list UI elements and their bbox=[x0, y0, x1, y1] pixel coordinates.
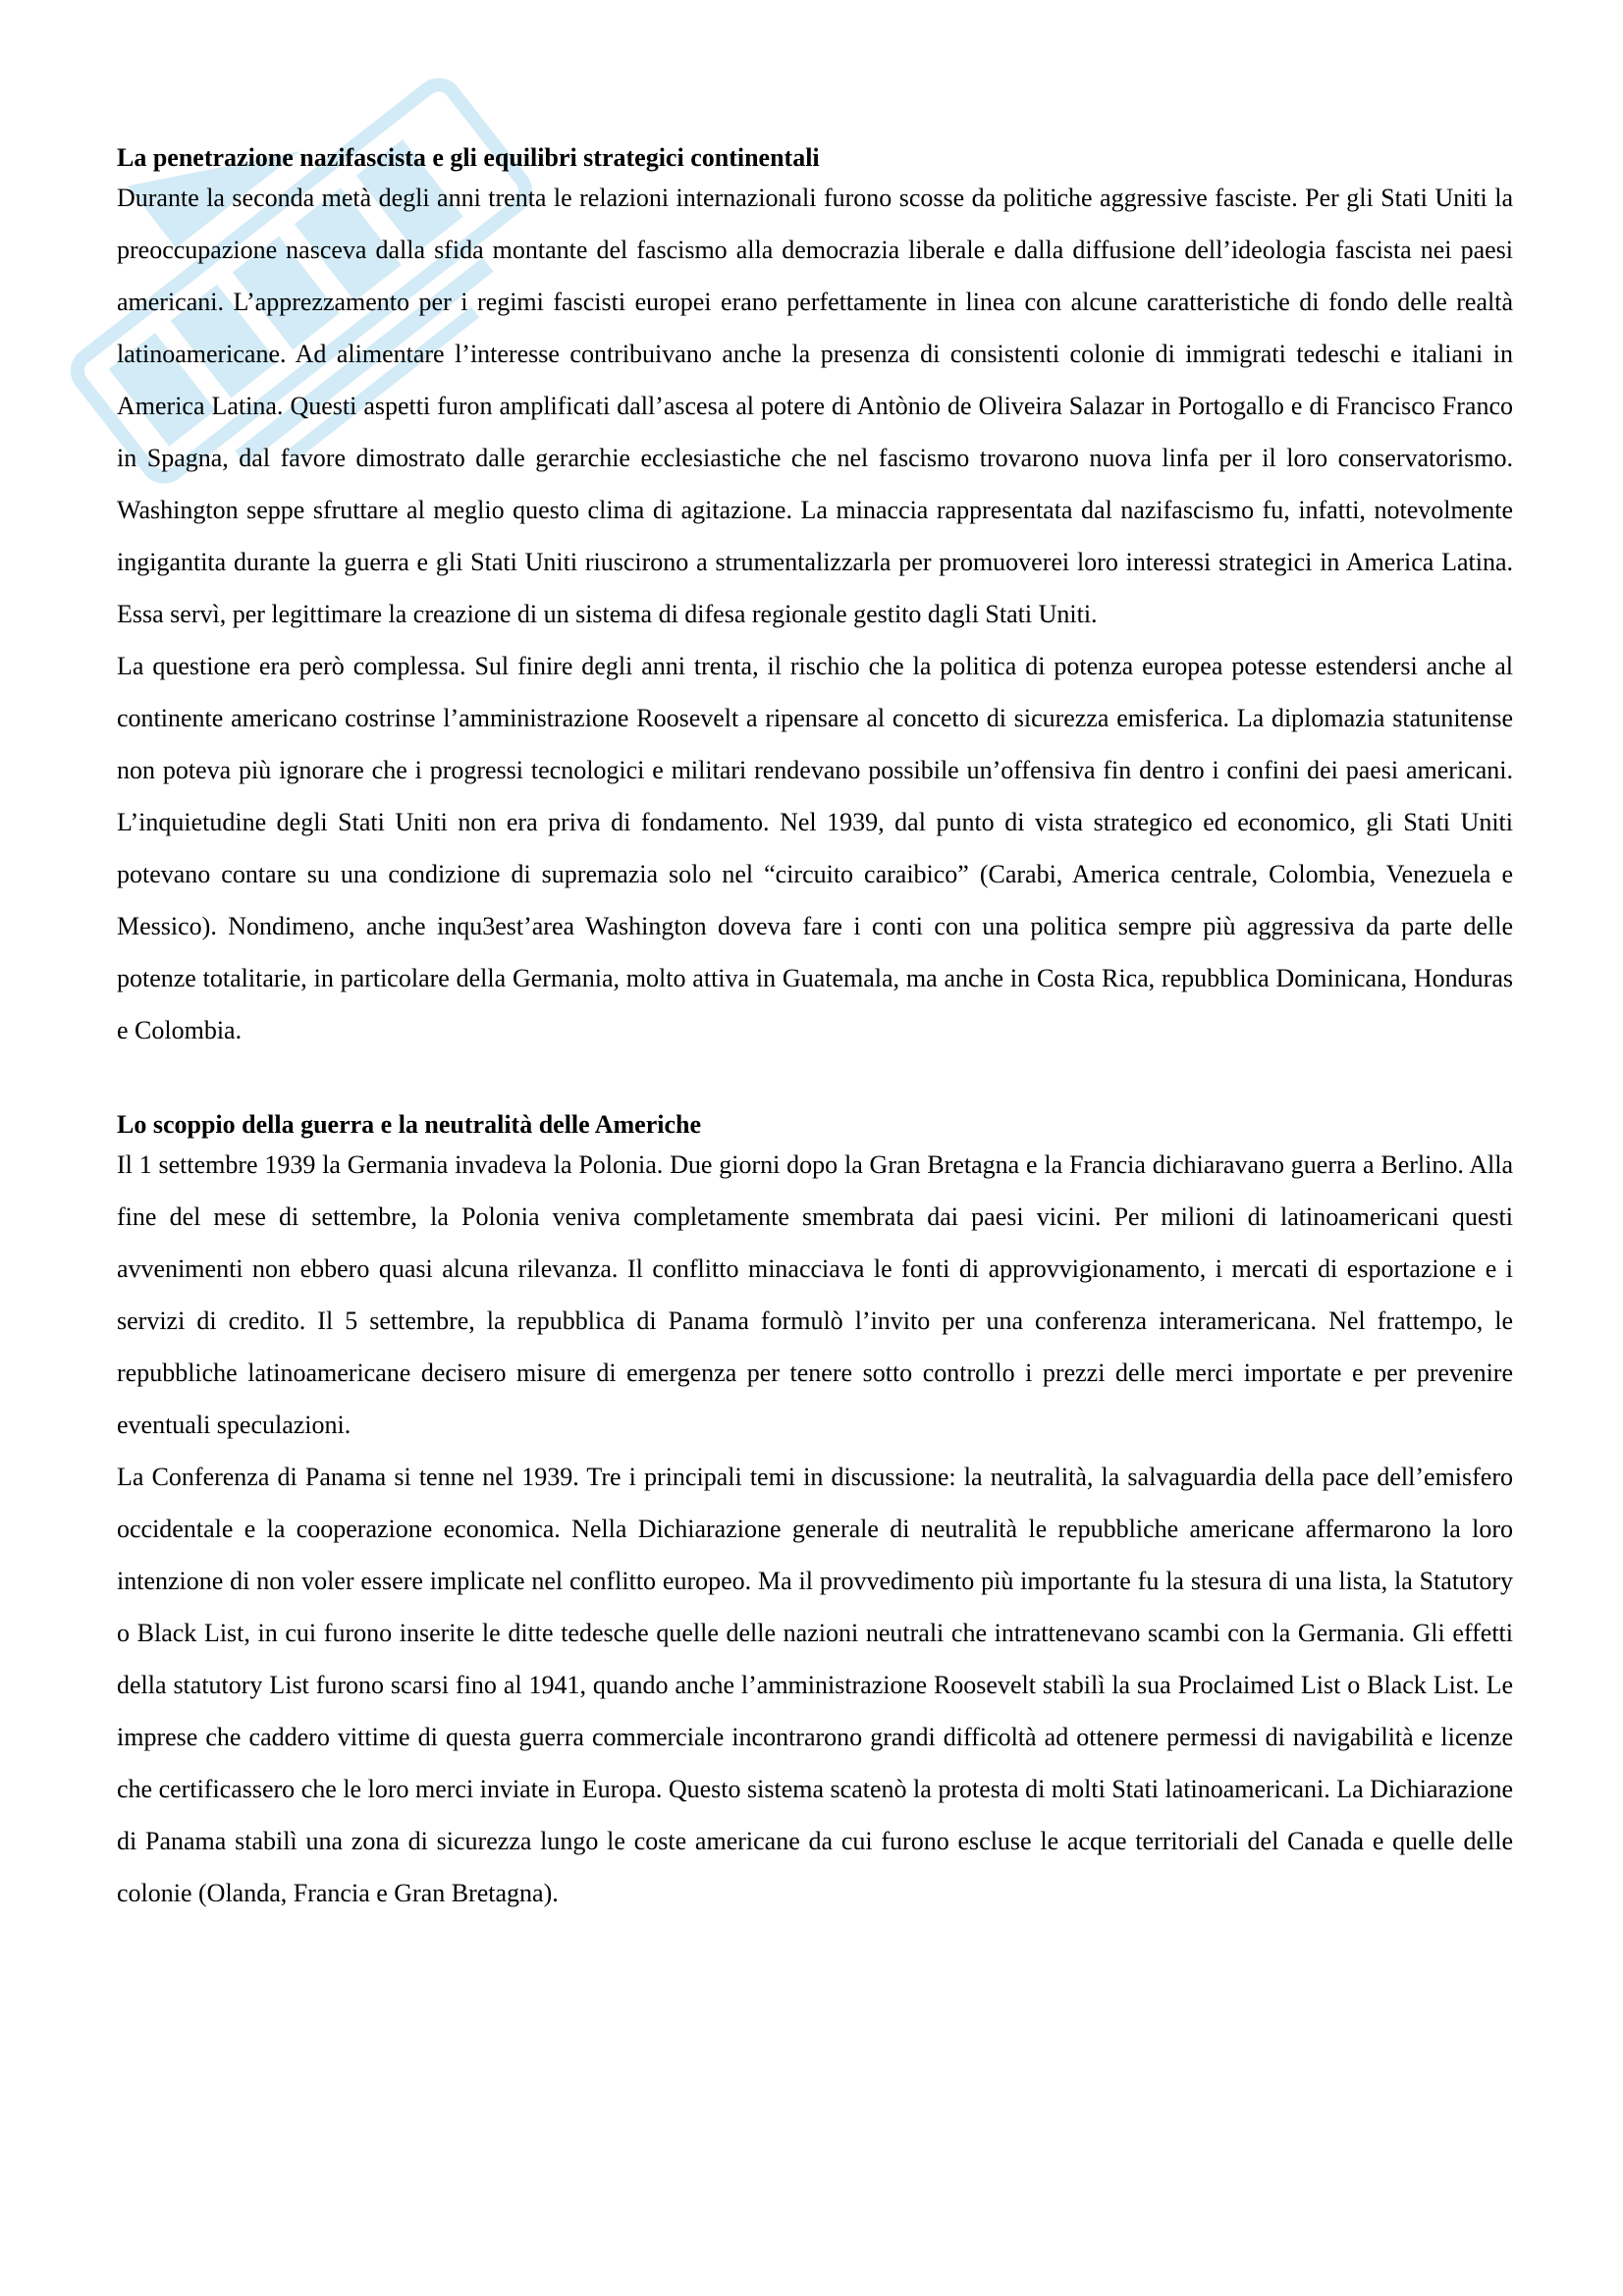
section-1 bbox=[117, 141, 1513, 1056]
paragraph: La Conferenza di Panama si tenne nel 1939. Tre i principali temi in discussione: la neutralità, la salvaguardia della pace dell’emisfero occidentale e la cooperazione economica. Nella Dichiarazione generale di neutralità le repubbliche americane affermarono la loro intenzione di non voler essere implicate nel conflitto europeo. Ma il provvedimento più importante fu la stesura di una lista, la Statutory o Black List, in cui furono inserite le ditte tedesche quelle delle nazioni neutrali che intrattenevano scambi con la Germania. Gli effetti della statutory List furono scarsi fino al 1941, quando anche l’amministrazione Roosevelt stabilì la sua Proclaimed List o Black List. Le imprese che caddero vittime di questa guerra commerciale incontrarono grandi difficoltà ad ottenere permessi di navigabilità e licenze che certificassero che le loro merci inviate in Europa. Questo sistema scatenò la protesta di molti Stati latinoamericani. La Dichiarazione di Panama stabilì una zona di sicurezza lungo le coste americane da cui furono escluse le acque territoriali del Canada e quelle delle colonie (Olanda, Francia e Gran Bretagna). bbox=[117, 1463, 1513, 1907]
paragraph: Durante la seconda metà degli anni trenta le relazioni internazionali furono scosse da politiche aggressive fasciste. Per gli Stati Uniti la preoccupazione nasceva dalla sfida montante del fascismo alla democrazia liberale e dalla diffusione dell’ideologia fascista nei paesi americani. L’apprezzamento per i regimi fascisti europei erano perfettamente in linea con alcune caratteristiche di fondo delle realtà latinoamericane. Ad alimentare l’interesse contribuivano anche la presenza di consistenti colonie di immigrati tedeschi e italiani in America Latina. Questi aspetti furon amplificati dall’ascesa al potere di Antònio de Oliveira Salazar in Portogallo e di Francisco Franco in Spagna, dal favore dimostrato dalle gerarchie ecclesiastiche che nel fascismo trovarono nuova linfa per il loro conservatorismo. Washington seppe sfruttare al meglio questo clima di agitazione. La minaccia rappresentata dal nazifascismo fu, infatti, notevolmente ingigantita durante la guerra e gli Stati Uniti riuscirono a strumentalizzarla per promuoverei loro interessi strategici in America Latina. Essa servì, per legittimare la creazione di un sistema di difesa regionale gestito dagli Stati Uniti. bbox=[117, 184, 1513, 628]
section-heading: Lo scoppio della guerra e la neutralità delle Americhe bbox=[117, 1110, 702, 1139]
section-2 bbox=[117, 1108, 1513, 1919]
document-body bbox=[117, 141, 1513, 1919]
paragraph: La questione era però complessa. Sul finire degli anni trenta, il rischio che la politica di potenza europea potesse estendersi anche al continente americano costrinse l’amministrazione Roosevelt a ripensare al concetto di sicurezza emisferica. La diplomazia statunitense non poteva più ignorare che i progressi tecnologici e militari rendevano possibile un’offensiva fin dentro i confini dei paesi americani. L’inquietudine degli Stati Uniti non era priva di fondamento. Nel 1939, dal punto di vista strategico ed economico, gli Stati Uniti potevano contare su una condizione di supremazia solo nel “circuito caraibico” (Carabi, America centrale, Colombia, Venezuela e Messico). Nondimeno, anche inqu3est’area Washington doveva fare i conti con una politica sempre più aggressiva da parte delle potenze totalitarie, in particolare della Germania, molto attiva in Guatemala, ma anche in Costa Rica, repubblica Dominicana, Honduras e Colombia. bbox=[117, 652, 1513, 1044]
paragraph: Il 1 settembre 1939 la Germania invadeva la Polonia. Due giorni dopo la Gran Bretagna e la Francia dichiaravano guerra a Berlino. Alla fine del mese di settembre, la Polonia veniva completamente smembrata dai paesi vicini. Per milioni di latinoamericani questi avvenimenti non ebbero quasi alcuna rilevanza. Il conflitto minacciava le fonti di approvvigionamento, i mercati di esportazione e i servizi di credito. Il 5 settembre, la repubblica di Panama formulò l’invito per una conferenza interamericana. Nel frattempo, le repubbliche latinoamericane decisero misure di emergenza per tenere sotto controllo i prezzi delle merci importate e per prevenire eventuali speculazioni. bbox=[117, 1150, 1513, 1439]
section-heading: La penetrazione nazifascista e gli equilibri strategici continentali bbox=[117, 143, 820, 172]
